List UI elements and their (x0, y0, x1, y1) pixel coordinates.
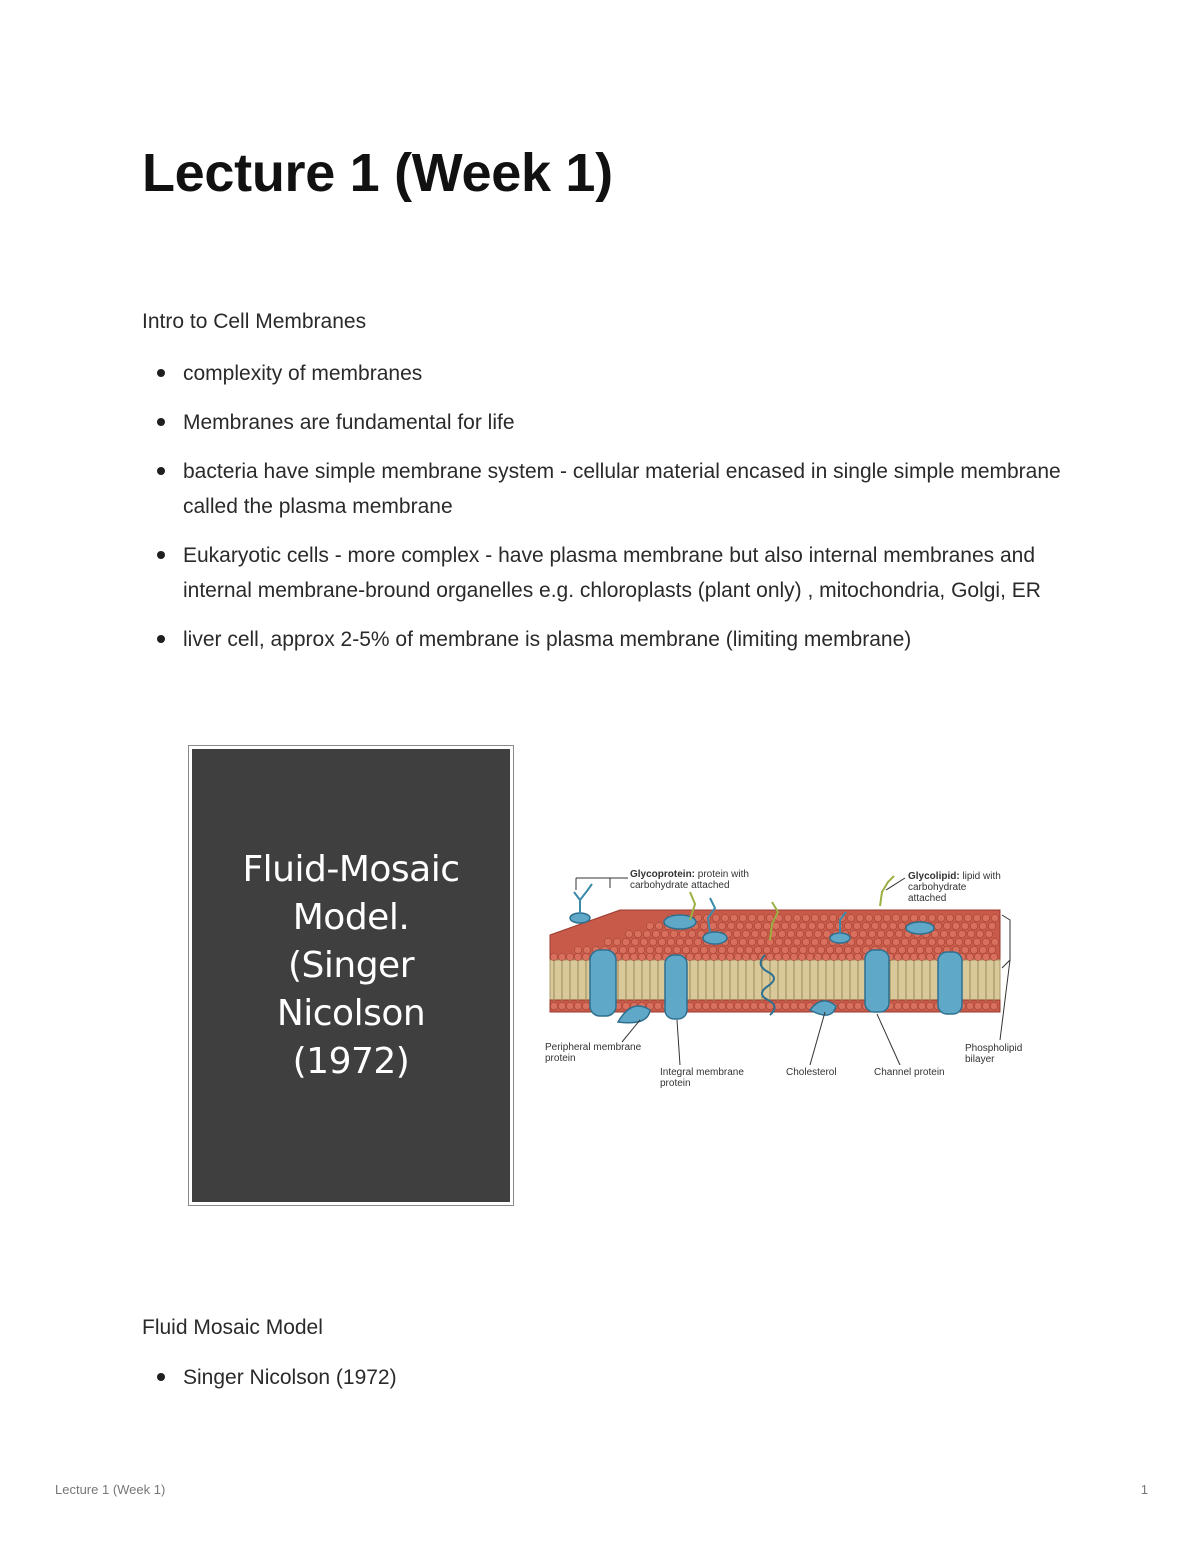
list-item: Membranes are fundamental for life (142, 405, 1072, 440)
slide-line: (Singer (287, 945, 414, 986)
label-integral-protein-line2: protein (660, 1078, 691, 1089)
slide-line: (1972) (292, 1041, 410, 1082)
bullet-list-intro (142, 356, 1072, 671)
slide-panel (192, 749, 510, 1202)
label-glycolipid-line2: carbohydrate (908, 882, 967, 893)
label-peripheral-protein-line2: protein (545, 1053, 576, 1064)
page-title: Lecture 1 (Week 1) (142, 143, 613, 203)
section-heading-intro: Intro to Cell Membranes (142, 310, 367, 333)
label-cholesterol: Cholesterol (786, 1067, 837, 1078)
list-item: Singer Nicolson (1972) (142, 1360, 1072, 1395)
label-integral-protein: Integral membrane (660, 1067, 744, 1078)
label-peripheral-protein: Peripheral membrane (545, 1042, 642, 1053)
page-number: 1 (1140, 1482, 1148, 1497)
label-glycoprotein-line2: carbohydrate attached (630, 880, 730, 891)
label-phospholipid-bilayer-line2: bilayer (965, 1054, 995, 1065)
membrane-bilayer-drawing (550, 876, 1010, 1065)
slide-line: Model. (292, 897, 410, 938)
list-item: bacteria have simple membrane system - cellular material encased in single simple membrane called the plasma membrane (142, 454, 1072, 524)
slide-line: Fluid-Mosaic (242, 849, 460, 890)
membrane-diagram (540, 860, 1040, 1100)
label-phospholipid-bilayer: Phospholipid (965, 1043, 1023, 1054)
list-item: complexity of membranes (142, 356, 1072, 391)
list-item: liver cell, approx 2-5% of membrane is plasma membrane (limiting membrane) (142, 622, 1072, 657)
label-channel-protein: Channel protein (874, 1067, 945, 1078)
label-glycolipid-line3: attached (908, 893, 947, 904)
footer-title: Lecture 1 (Week 1) (55, 1482, 166, 1497)
label-glycolipid: Glycolipid: lipid with (908, 871, 1001, 882)
list-item: Eukaryotic cells - more complex - have plasma membrane but also internal membranes and internal membrane-bround organelles e.g. chloroplasts (plant only) , mitochondria, Golgi, ER (142, 538, 1072, 608)
slide-text (221, 846, 481, 1086)
section-heading-fluid-mosaic: Fluid Mosaic Model (142, 1316, 323, 1339)
slide-line: Nicolson (276, 993, 426, 1034)
label-glycoprotein: Glycoprotein: protein with (630, 869, 749, 880)
bullet-list-fluid-mosaic (142, 1360, 1072, 1409)
slide-image (188, 745, 514, 1206)
